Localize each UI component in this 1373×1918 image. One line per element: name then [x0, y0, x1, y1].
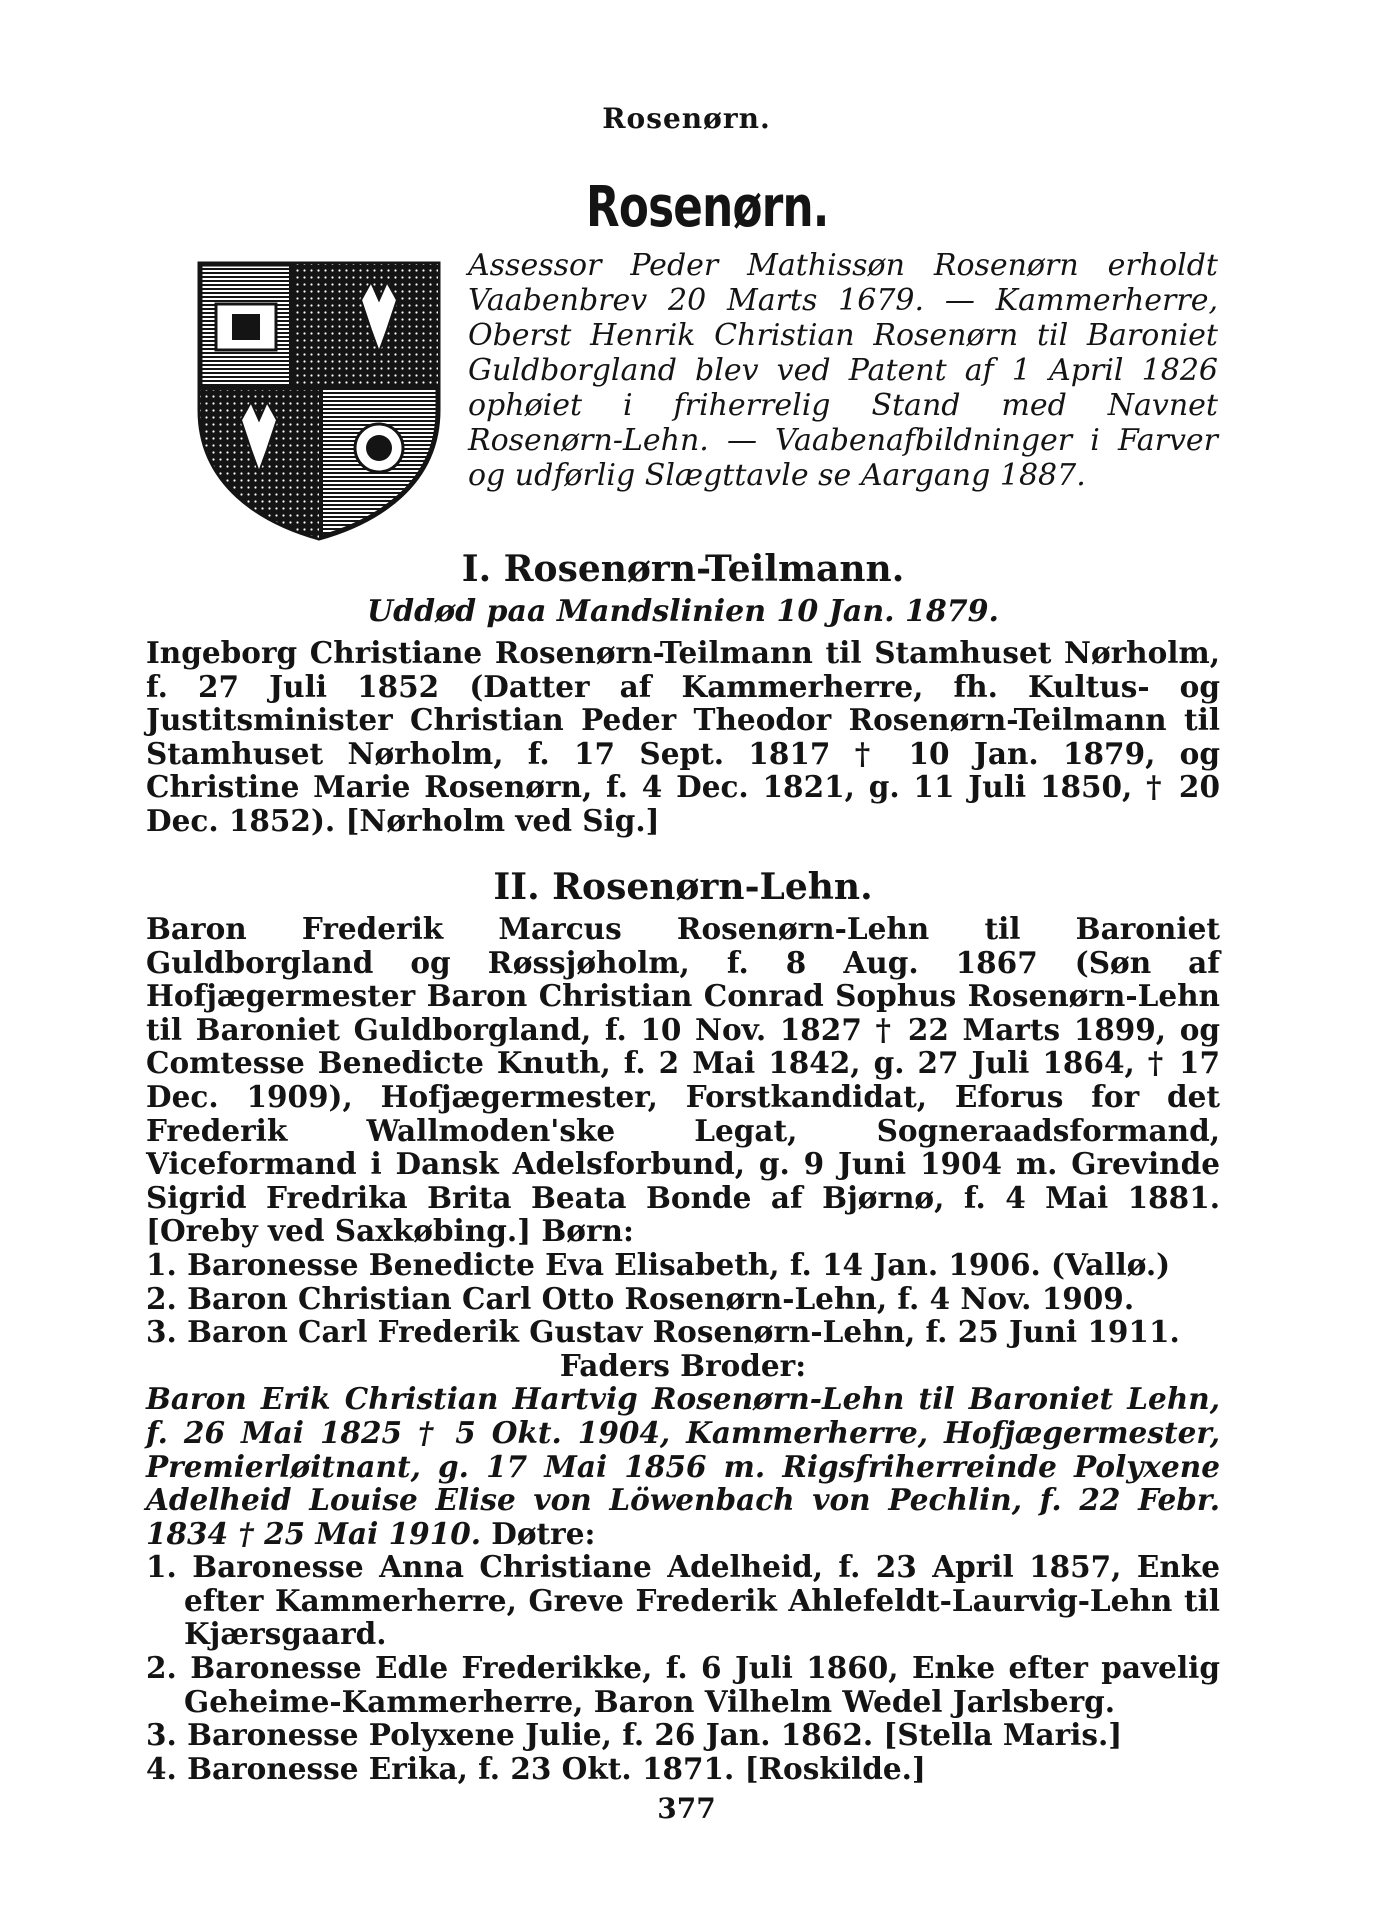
entry-frederik-marcus: Baron Frederik Marcus Rosenørn-Lehn til Baroniet Guldborgland og Røssjøholm, f. 8 Aug. 1867 (Søn af Hofjægermester Baron Christian Conrad Sophus Rosenørn-Lehn til Baroniet Guldborgland, f. 10 Nov. 1827 † 22 Marts 1899, og Comtesse Benedicte Knuth, f. 2 Mai 1842, g. 27 Juli 1864, † 17 Dec. 1909), Hofjægermester, Forstkandidat, Eforus for det Frederik Wallmoden'ske Legat, Sogneraadsformand, Viceformand i Dansk Adelsforbund, g. 9 Juni 1904 m. Grevinde Sigrid Fredrika Brita Beata Bonde af Bjørnø, f. 4 Mai 1881. [Oreby ved Saxkøbing.] Børn:	[146, 911, 1220, 1249]
section-subheading-teilmann: Uddød paa Mandslinien 10 Jan. 1879.	[367, 594, 999, 629]
family-title: Rosenørn.	[586, 175, 829, 240]
entry-erik-christian	[146, 1382, 1220, 1550]
daughters-label: Døtre:	[491, 1515, 596, 1551]
family-intro: Assessor Peder Mathissøn Rosenørn erholdt Vaabenbrev 20 Marts 1679. — Kammerherre, Oberst Henrik Christian Rosenørn til Baroniet Guldborgland blev ved Patent af 1 April 1826 ophøiet i friherrelig Stand med Navnet Rosenørn-Lehn. — Vaabenafbildninger i Farver og udførlig Slægttavle se Aargang 1887.	[468, 248, 1218, 493]
child-entry: 2. Baron Christian Carl Otto Rosenørn-Lehn, f. 4 Nov. 1909.	[146, 1280, 1135, 1316]
daughters-list	[146, 1550, 1220, 1785]
children-list	[146, 1248, 1220, 1349]
daughter-entry: 1. Baronesse Anna Christiane Adelheid, f. 23 April 1857, Enke efter Kammerherre, Greve Frederik Ahlefeldt-Laurvig-Lehn til Kjærsgaard.	[146, 1549, 1220, 1652]
page-number: 377	[657, 1792, 716, 1825]
daughter-entry: 2. Baronesse Edle Frederikke, f. 6 Juli 1860, Enke efter pavelig Geheime-Kammerherre, Baron Vilhelm Wedel Jarlsberg.	[146, 1650, 1220, 1719]
running-head: Rosenørn.	[602, 102, 771, 135]
section-lehn	[146, 866, 1220, 1785]
daughter-entry: 3. Baronesse Polyxene Julie, f. 26 Jan. 1862. [Stella Maris.]	[146, 1717, 1123, 1753]
section-teilmann	[146, 548, 1220, 838]
daughter-entry: 4. Baronesse Erika, f. 23 Okt. 1871. [Roskilde.]	[146, 1750, 926, 1786]
section-heading-lehn: II. Rosenørn-Lehn.	[493, 866, 873, 908]
section-heading-teilmann: I. Rosenørn-Teilmann.	[461, 548, 905, 590]
child-entry: 1. Baronesse Benedicte Eva Elisabeth, f. 14 Jan. 1906. (Vallø.)	[146, 1246, 1171, 1282]
uncle-entry-text: Baron Erik Christian Hartvig Rosenørn-Lehn til Baroniet Lehn, f. 26 Mai 1825 † 5 Okt. 1904, Kammerherre, Hofjægermester, Premierløitnant, g. 17 Mai 1856 m. Rigsfriherreinde Polyxene Adelheid Louise Elise von Löwenbach von Pechlin, f. 22 Febr. 1834 † 25 Mai 1910.	[146, 1381, 1220, 1551]
coat-of-arms-shield	[196, 260, 442, 542]
uncle-label: Faders Broder:	[559, 1347, 807, 1383]
child-entry: 3. Baron Carl Frederik Gustav Rosenørn-Lehn, f. 25 Juni 1911.	[146, 1314, 1180, 1350]
entry-ingeborg: Ingeborg Christiane Rosenørn-Teilmann til Stamhuset Nørholm, f. 27 Juli 1852 (Datter af Kammerherre, fh. Kultus- og Justitsminister Christian Peder Theodor Rosenørn-Teilmann til Stamhuset Nørholm, f. 17 Sept. 1817 † 10 Jan. 1879, og Christine Marie Rosenørn, f. 4 Dec. 1821, g. 11 Juli 1850, † 20 Dec. 1852). [Nørholm ved Sig.]	[146, 635, 1220, 838]
